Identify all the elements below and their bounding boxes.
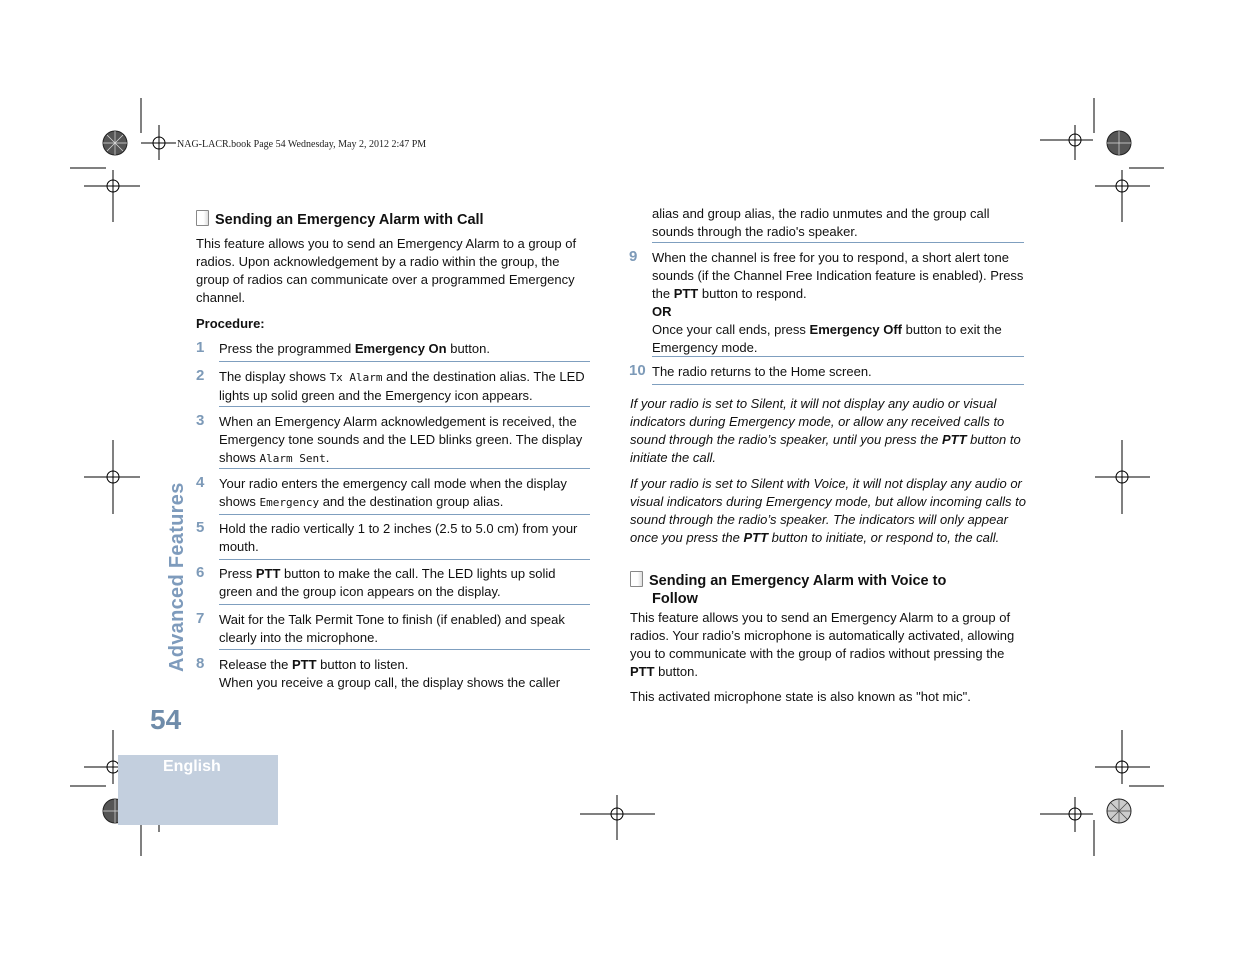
step-4: 4 Your radio enters the emergency call mode when the display shows Emergency and the destination group alias. bbox=[196, 474, 567, 509]
voice-intro-paragraph: This feature allows you to send an Emergency Alarm to a group of radios. Your radio’s microphone is automatically activated, allowing you to communicate with the group of radios without pressing the PTT button. bbox=[630, 610, 1015, 679]
step-6: 6 Press PTT button to make the call. The LED lights up solid green and the group icon appears on the display. bbox=[196, 564, 556, 599]
language-label: English bbox=[163, 758, 221, 775]
step-divider bbox=[219, 468, 590, 469]
step-divider bbox=[219, 649, 590, 650]
step-divider bbox=[219, 514, 590, 515]
step-1: 1 Press the programmed Emergency On button. bbox=[196, 339, 490, 356]
step-3: 3 When an Emergency Alarm acknowledgement is received, the Emergency tone sounds and the LED blinks green. The display shows Alarm Sent. bbox=[196, 412, 583, 465]
file-header: NAG-LACR.book Page 54 Wednesday, May 2, 2012 2:47 PM bbox=[177, 139, 427, 150]
section-title-call: Sending an Emergency Alarm with Call bbox=[196, 210, 484, 229]
step-7: 7 Wait for the Talk Permit Tone to finish (if enabled) and speak clearly into the microphone. bbox=[196, 610, 565, 645]
step-9: 9 When the channel is free for you to respond, a short alert tone sounds (if the Channel Free Indication feature is enabled). Press the PTT button to respond. OR Once your call ends, press Emergency Off button to exit the Emergency mode. bbox=[629, 248, 1024, 355]
note-silent: If your radio is set to Silent, it will not display any audio or visual indicators during Emergency mode, or allow any received calls to sound through the radio’s speaker, until you press the PTT button to initiate the call. bbox=[630, 396, 1021, 465]
step-5: 5 Hold the radio vertically 1 to 2 inches (2.5 to 5.0 cm) from your mouth. bbox=[196, 519, 578, 554]
procedure-label: Procedure: bbox=[196, 316, 265, 331]
step-2: 2 The display shows Tx Alarm and the destination alias. The LED lights up solid green and the Emergency icon appears. bbox=[196, 367, 585, 403]
step-divider bbox=[652, 356, 1024, 357]
intro-paragraph: This feature allows you to send an Emergency Alarm to a group of radios. Upon acknowledgement by a radio within the group, the group of radios can communicate over a programmed Emergency channel. bbox=[196, 236, 577, 305]
step-8: 8 Release the PTT button to listen. When you receive a group call, the display shows the caller bbox=[196, 655, 561, 690]
step-divider bbox=[219, 559, 590, 560]
hot-mic-paragraph: This activated microphone state is also known as "hot mic". bbox=[630, 689, 971, 704]
note-silent-with-voice: If your radio is set to Silent with Voice, it will not display any audio or visual indicators during Emergency mode, but allow incoming calls to sound through the radio’s speaker. The indicators will only appear once you press the PTT button to initiate, or respond to, the call. bbox=[630, 476, 1026, 545]
step-divider bbox=[219, 406, 590, 407]
step-divider bbox=[652, 384, 1024, 385]
section-title-voice-to-follow: Sending an Emergency Alarm with Voice to Follow bbox=[630, 571, 1026, 608]
step-divider bbox=[219, 361, 590, 362]
document-icon bbox=[196, 210, 209, 226]
document-icon bbox=[630, 571, 643, 587]
step-divider bbox=[219, 604, 590, 605]
step-10: 10 The radio returns to the Home screen. bbox=[629, 362, 872, 379]
step-divider bbox=[652, 242, 1024, 243]
page-number: 54 bbox=[150, 704, 182, 735]
chapter-label: Advanced Features bbox=[166, 482, 188, 672]
step-8-continued: alias and group alias, the radio unmutes and the group call sounds through the radio's speaker. bbox=[652, 206, 990, 239]
